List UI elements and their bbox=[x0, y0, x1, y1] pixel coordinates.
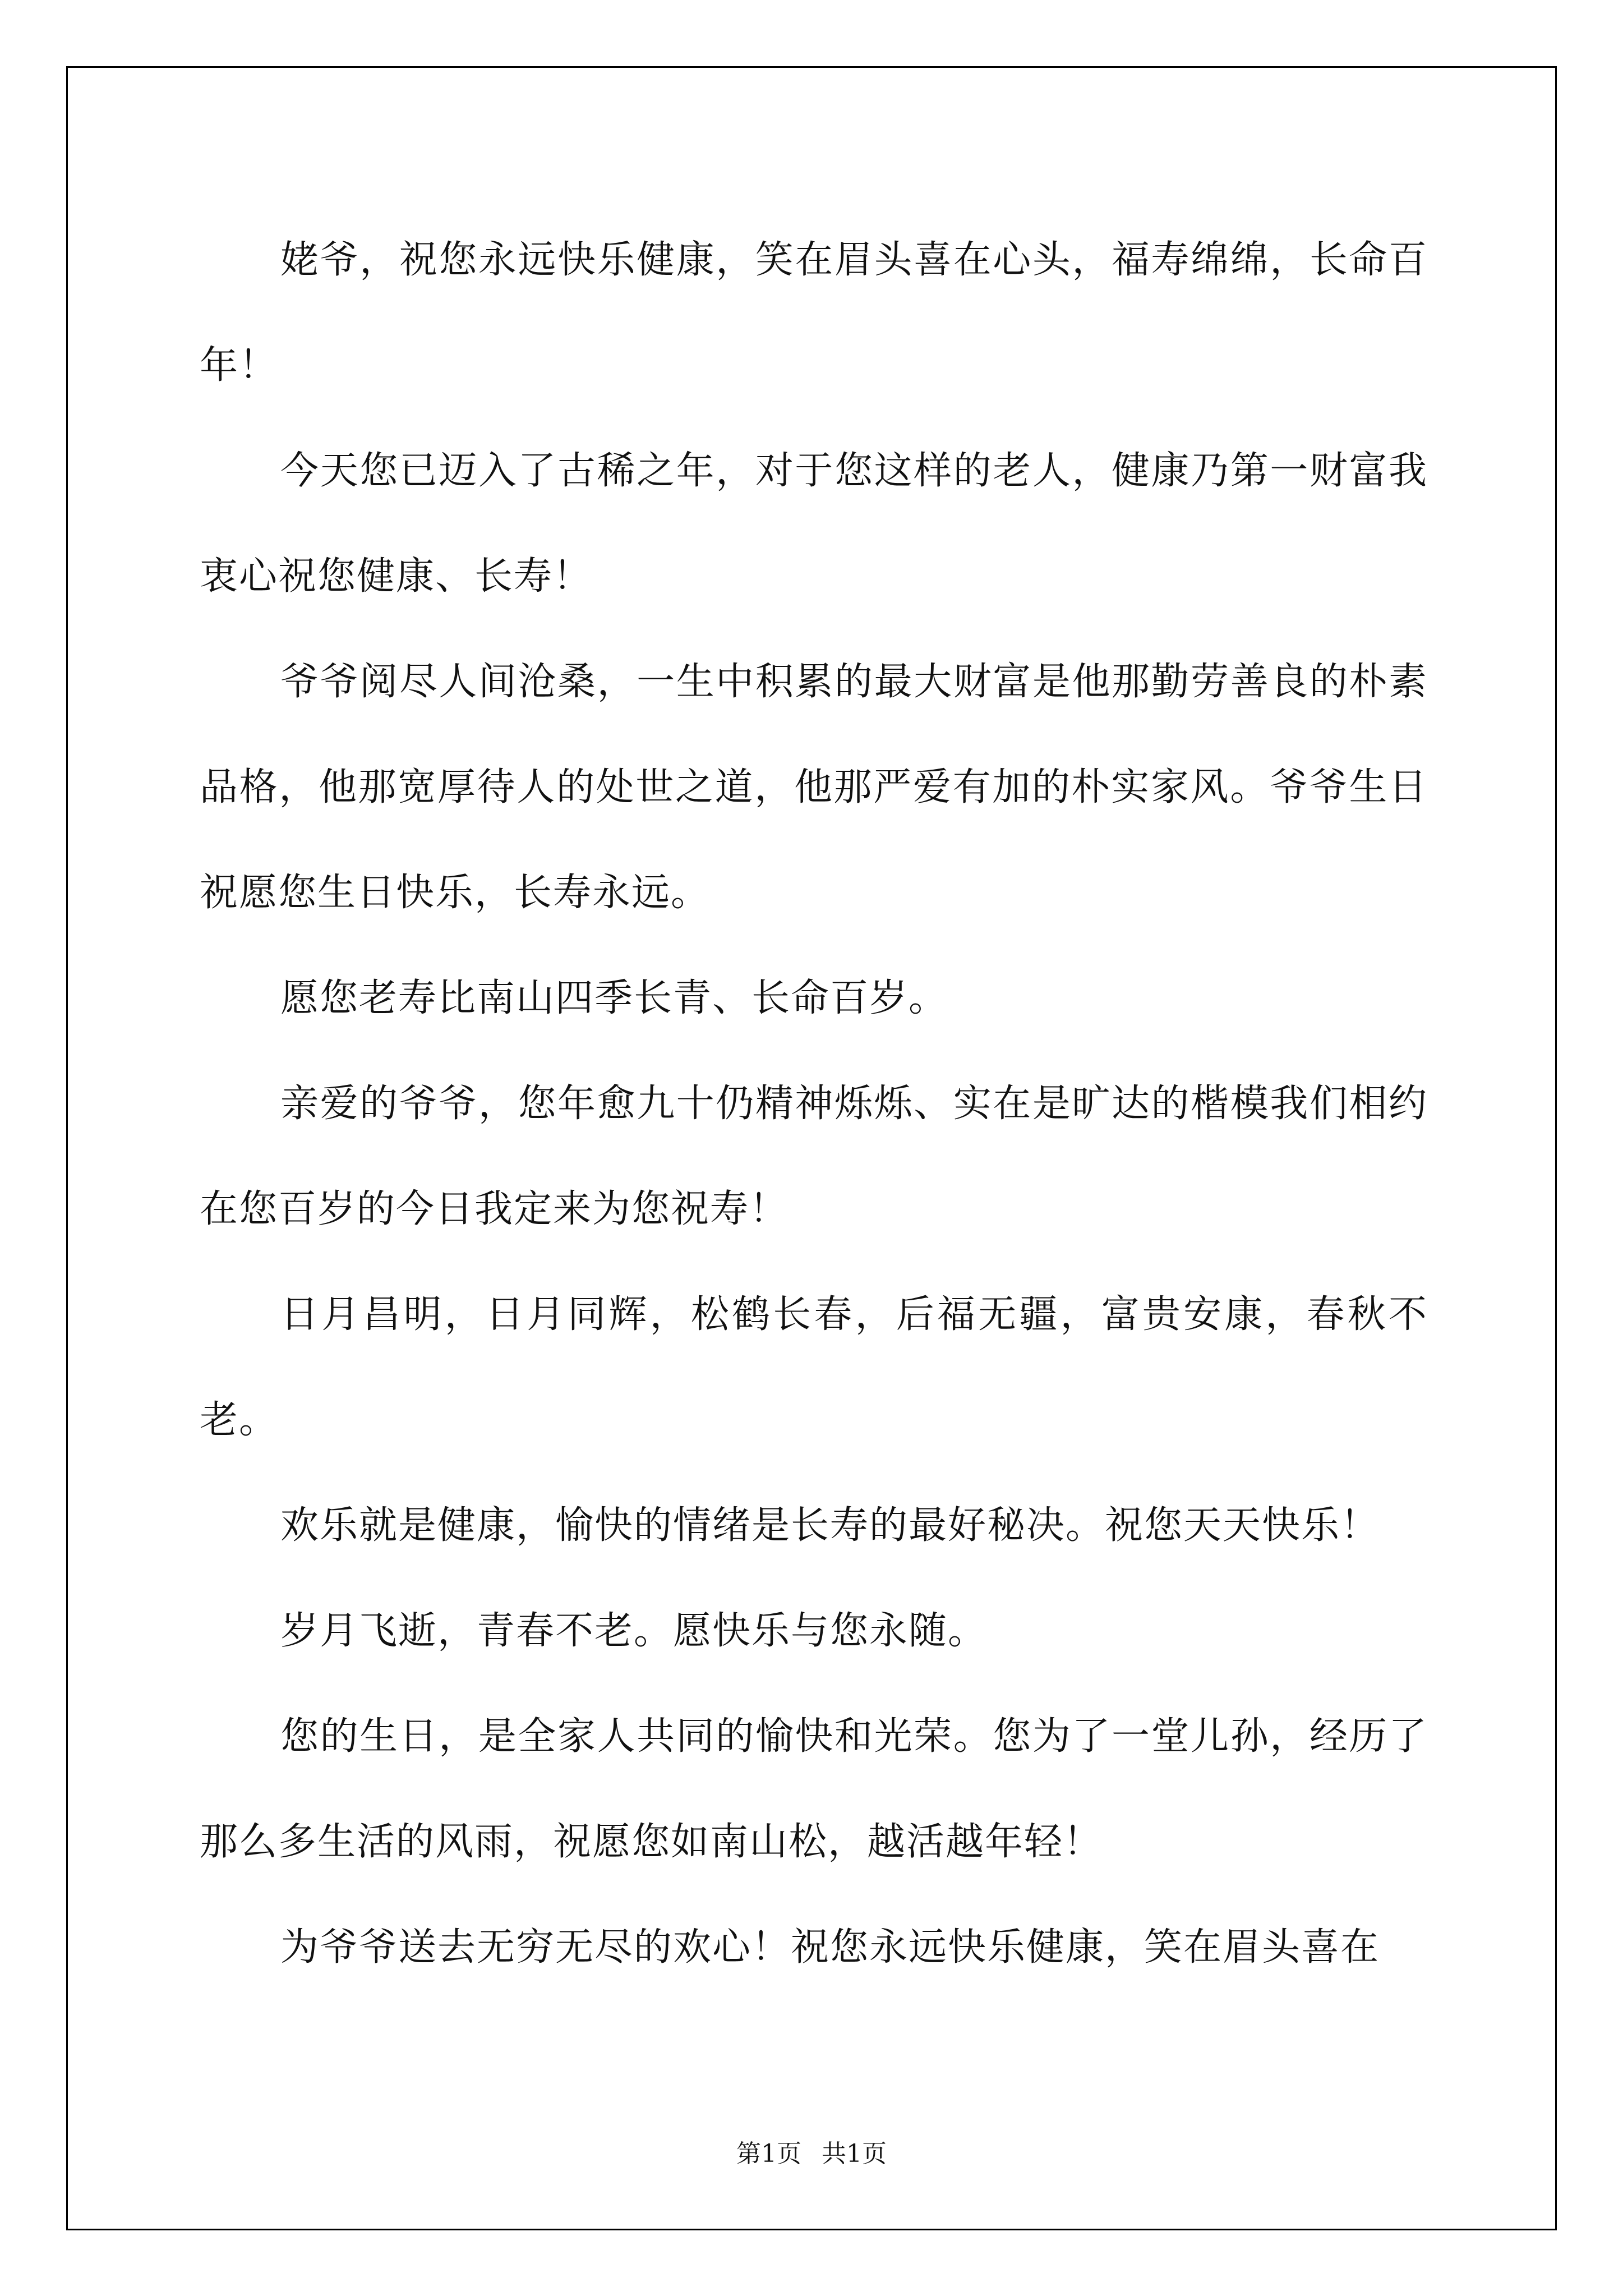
page-number-total: 共1页 bbox=[822, 2139, 887, 2168]
paragraph: 亲爱的爷爷，您年愈九十仍精神烁烁、实在是旷达的楷模我们相约在您百岁的今日我定来为您祝寿！ bbox=[200, 1082, 1428, 1231]
paragraph: 今天您已迈入了古稀之年，对于您这样的老人，健康乃第一财富我衷心祝您健康、长寿！ bbox=[200, 449, 1428, 599]
paragraph: 欢乐就是健康，愉快的情绪是长寿的最好秘决。祝您天天快乐！ bbox=[280, 1503, 1380, 1548]
paragraph: 爷爷阅尽人间沧桑，一生中积累的最大财富是他那勤劳善良的朴素品格，他那宽厚待人的处世之道，他那严爱有加的朴实家风。爷爷生日祝愿您生日快乐，长寿永远。 bbox=[200, 660, 1428, 915]
paragraph: 姥爷，祝您永远快乐健康，笑在眉头喜在心头，福寿绵绵，长命百年！ bbox=[200, 238, 1428, 388]
page-number-current: 第1页 bbox=[736, 2139, 801, 2168]
paragraph: 日月昌明，日月同辉，松鹤长春，后福无疆，富贵安康，春秋不老。 bbox=[200, 1292, 1428, 1442]
document-body bbox=[200, 208, 1428, 2000]
page-footer bbox=[0, 2138, 1623, 2170]
paragraph: 愿您老寿比南山四季长青、长命百岁。 bbox=[280, 976, 948, 1020]
paragraph: 为爷爷送去无穷无尽的欢心！祝您永远快乐健康，笑在眉头喜在 bbox=[280, 1925, 1380, 1970]
paragraph: 岁月飞逝，青春不老。愿快乐与您永随。 bbox=[280, 1609, 988, 1653]
paragraph: 您的生日，是全家人共同的愉快和光荣。您为了一堂儿孙，经历了那么多生活的风雨，祝愿您如南山松，越活越年轻！ bbox=[200, 1714, 1428, 1864]
